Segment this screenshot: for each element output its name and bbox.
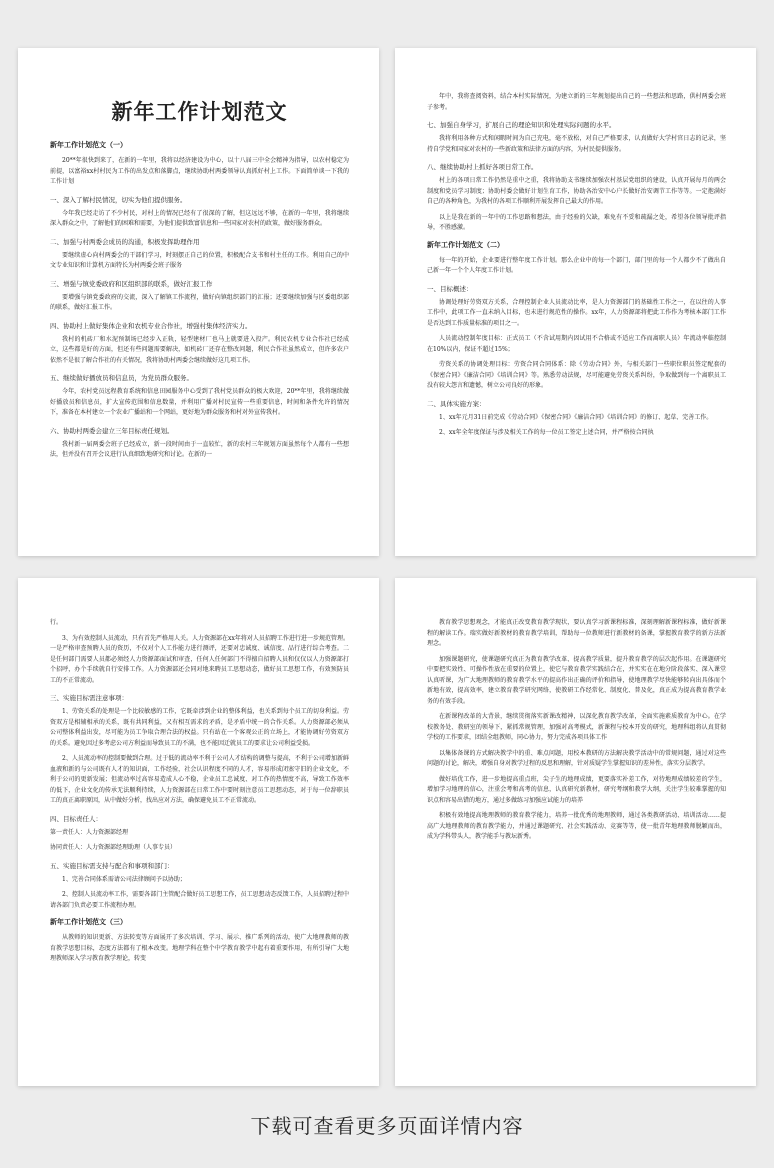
paragraph: 积极有效地提高地理教师的教育教学能力，培养一批优秀的地理教师，通过各类教研活动、培训活动……提高广大地理教师的教育教学能力，并通过课题研究、社会实践活动、竞赛等等，使一批青年地理教师脱颖而出，成为学科带头人，教学能手与教坛新秀。 <box>427 812 726 840</box>
section-heading: 三、实施目标需注意事项： <box>50 694 128 702</box>
section-heading: 三、增强与镇党委政府和区组织部的联系，做好汇报工作 <box>50 279 213 288</box>
paragraph: 今年，农村党员远程教育系统和信息田园服务中心受到了我村党员群众的极大欢迎，20**年里，我将继续做好播放员和信息员，扩大宣传范围和信息数量，并利用广播对村民宣传一些重要信息，时间和条件允许的情况下，准备在本村建立一个农业广播站和一个网站，更好地为群众服务和村对外宣传我村。 <box>50 388 349 416</box>
paragraph: 2、人员流动率的控制要做到合理。过于低的流动率不利于公司人才结构的调整与提高，不利于公司增加新鲜血液和新的与公司既有人才的知识面，工作经验，社会认识程度不同的人才，容易形成闭塞守旧的企业文化，不利于公司的更新发展；但流动率过高容易造成人心不稳，企业员工忠诚度、对工作的热情度不高，导致工作效率的低下，企业文化的传承无法顺利持续，人力资源部在日常工作中要时刻注意员工思想动态，对于每一位辞职员工的真正离职原因，从中做好分析，找出应对方法，确保避免员工不正常流动。 <box>50 755 349 804</box>
paragraph: 1、完善合同体系需请公司法律顾问予以协助； <box>62 875 186 883</box>
page-3-content <box>50 618 349 965</box>
paragraph: 以上是我在新的一年中的工作思路和想法，由于经验的欠缺，难免有不妥和疏漏之处，希望各位领导批评指导，不胜感激。 <box>427 213 726 231</box>
paragraph: 从教师的知识更新、方法转变等方面展开了多次培训、学习、展示、推广系列的活动，使广大地理教师的教育教学思想目标，态度方法都有了根本改变。地理学科在整个中学教育教学中起有着重要作用，有所引导广大地理教师深入学习教育教学理论，转变 <box>50 934 349 962</box>
section-heading: 八、继续协助村上抓好各项日常工作。 <box>427 163 538 171</box>
download-more-link[interactable]: 下载可查看更多页面详情内容 <box>250 1114 524 1138</box>
section-heading: 七、加强自身学习，扩展自己的理论知识和处理实际问题的水平。 <box>427 121 616 129</box>
document-page-2 <box>395 48 756 556</box>
paragraph: 以集体备课的方式解决教学中的重、难点问题，用校本教研的方法解决教学活动中的常规问题，通过对这些问题的讨论，解决，增强自身对教学过程的反思和理解，针对质疑学生掌握知识的差异性，落实分层教学。 <box>427 749 726 767</box>
section-heading: 二、具体实施方案： <box>427 399 486 408</box>
paragraph: 村上的各项日常工作仍然是重中之重，我将协助支书继续加强农村基层党组织的建设，认真开展每月的两会制度和党员学习制度；协助村委会做好计划生育工作，协助各治安中心户长做好治安调节工作等等。一定抱满好自己的各种角色，为我村的各项工作顺利开展发挥自己最大的作用。 <box>427 177 726 205</box>
section-subtitle: 新年工作计划范文（一） <box>50 140 127 149</box>
section-heading: 四、协助村上做好集体企业和农机专业合作社，增强村集体经济实力。 <box>50 321 252 330</box>
paragraph: 人员流动控制年度目标：正式员工（不含试用期内因试用不合格或不适应工作而离职人员）年流动率临控制在10%以内，保证不超过15%； <box>427 335 726 353</box>
document-page-3 <box>18 578 379 1086</box>
page-1-content <box>50 156 349 461</box>
section-heading: 一、深入了解村民情况，切实为他们提供服务。 <box>50 195 187 204</box>
paragraph: 我将利用各种方式和闲暇时间为自己充电，毫不放松，对自己严格要求，认真做好大学村官日志的记录，坚持自学党和国家对农村的一些新政策和法律方面的内容，为村民提供服务。 <box>427 135 726 153</box>
section-heading: 四、目标责任人： <box>50 814 102 823</box>
paragraph: 协同责任人：人力资源部经理助理（人事专员） <box>50 844 177 851</box>
paragraph: 2、控制人员流动率工作，需要各部门主管配合做好员工思想工作，员工思想动态反馈工作，人员招聘过程中请各部门负责必要工作流程办理。 <box>50 891 349 909</box>
section-heading: 六、协助村两委会建立三年目标责任规划。 <box>50 426 174 435</box>
paragraph: 劳资关系的协调处理目标：劳资合同合同体系：除《劳动合同》外，与相关部门一些职位职员签定配套的《保密合同》《廉洁合同》《培训合同》等。熟悉劳动法规，尽可能避免劳资关系纠纷，争取做到每一个离职员工没有较大怨言和遗憾，树立公司良好的形象。 <box>427 361 726 389</box>
section-heading: 五、继续做好播放员和信息员，为党员群众服务。 <box>50 374 193 382</box>
paragraph: 要增强与镇党委政府的交流，深入了解镇工作流程，做好向镇组织部门的汇报；还要继续加强与区委组织部的联系，做好汇报工作。 <box>50 293 349 311</box>
section-subtitle: 新年工作计划范文（三） <box>50 917 127 926</box>
paragraph: 在新课程改革的大背景，继续贯彻落实新课改精神，以深化教育教学改革，全面实施素质教育为中心。在学校教务处、教研室的领导下，紧抓常规管理，加强对高考模式，新课程与校本开发的研究，地理科组将认真贯彻学校的工作要求，团结全组教师，同心协力，努力完成各项具体工作 <box>427 713 726 741</box>
paragraph: 3、为有效控制人员流动，只有首先严格用人关。人力资源部在xx年将对人员招聘工作进行进一步规范管理。一是严格审查预聘人员的资历，不仅对个人工作能力进行测评，还要对忠诚度、诚信度、品行进行综合考查。二是任何部门需要人员都必须经人力资源部面试和审查，任何人任何部门不得擅自招聘人员和仅仅以人力资源部打个招呼，办个手续就自行安排工作。人力资源部还会同对地来聘员工思想动态，做好员工思想工作，有效预防员工的不正常流动。 <box>50 634 349 684</box>
paragraph: 年中，我将查阅资料，结合本村实际情况，为建立新的三年规划提出自己的一些想法和思路，供村两委会班子参考。 <box>427 93 726 111</box>
document-page-1 <box>18 48 379 556</box>
paragraph: 我村新一届两委会班子已经成立，新一段时间由于一直较忙，新的农村三年规划方面虽然每个人都有一些想法，但并没有召开会议进行认真细致地研究和讨论。在新的一 <box>50 440 349 458</box>
paragraph: 做好培优工作，进一步地提高重点班，尖子生的地理成绩，更要落实补差工作，对待地理成绩较差的学生，增加学习地理的信心，注重会考和高考的信息，认真研究新教材，研究考纲和教学大纲，关注学生较难掌握的知识点和容易出错的地方，通过多做练习加强应试能力的培养 <box>427 775 726 804</box>
section-subtitle: 新年工作计划范文（二） <box>427 239 504 249</box>
document-page-4 <box>395 578 756 1086</box>
paragraph: 第一责任人：人力资源部经理 <box>50 828 129 836</box>
paragraph: 每一年的开始，企业要进行整年度工作计划。那么企业中的每一个部门，部门里的每一个人都少不了做出自己新一年一个个人年度工作计划。 <box>427 256 726 274</box>
paragraph: 行。 <box>50 619 63 626</box>
page-4-content <box>427 618 726 843</box>
paragraph: 20**年很快到来了，在新的一年里，我将以经济建设为中心，以十八届三中全会精神为指导，以农村稳定为前提，以富裕xx村村民为工作的出发点和落脚点，继续协助村两委领导认真抓好村上工作。下面简单谈一下我的工作计划 <box>50 157 349 185</box>
paragraph: 2、xx年全年度保证与涉及相关工作的每一位员工签定上述合同，并严格按合同执 <box>439 429 654 436</box>
paragraph: 今年我已经走访了不少村民，对村上的情况已经有了很深的了解，但这远远不够，在新的一年里，我将继续深入群众之中，了解他们的困难和需要，为他们提供致富信息和一些国家对农村的政策，做好服务群众。 <box>50 209 349 227</box>
section-heading: 二、加强与村两委会成员的沟通，积极发挥助理作用 <box>50 237 200 246</box>
paragraph: 我村的机砖厂和水泥预制场已经步入正轨，轻型建材厂也马上就要进入投产。利民农机专业合作社已经成立，这些都是好的方面，但还有些问题需要解决，如机砖厂还存在整改问题，利民合作社虽然成立，但许多农户依然不是很了解合作社的有关情况，我将协助村两委会继续做好这几项工作。 <box>50 335 349 364</box>
paragraph: 协调处理好劳资双方关系，合理控制企业人员流动比率，是人力资源部门的基础性工作之一，在以往的人事工作中，此项工作一直未纳入目标，也未进行规范性的操作。xx年，人力资源部将把此工作作为考核本部门工作是否达到工作质量标准的项目之一。 <box>427 298 726 327</box>
document-title: 新年工作计划范文 <box>111 99 288 124</box>
paragraph: 要继续虚心向村两委会的干部们学习，时刻摆正自己的位置，积极配合支书和村主任的工作。利用自己的中文专业知识和计算机方面特长为村两委会班子服务 <box>50 251 349 269</box>
paragraph: 加强课题研究，使课题研究真正为教育教学改革、提高教学质量，提升教育教学的层次起作用。在课题研究中要把实效性、可操作性放在重要的位置上，使它与教育教学实践结合在，并实实在在地分阶段落实、深入课堂认真听课，为广大地理教师的教育教学水平的提高作出正确的评价和指导，使地理教学尽快能够转向出具体而个新地有效，提高效率，建立教育教学研究网络，使教研工作经常化、制度化、普及化，真正成为提高教育教学业务的有效手段。 <box>427 655 726 705</box>
page-2-content <box>427 92 726 439</box>
section-heading: 一、目标概述： <box>427 284 473 293</box>
paragraph: 1、劳资关系的处理是一个比较敏感的工作，它既牵涉到企业的整体利益，也关系到每个员工的切身利益。劳资双方是相辅相承的关系，既有共同利益，又有相互需求的矛盾，是矛盾中统一的合作关系。人力资源部必须从公司整体利益出发，尽可能为员工争取合理合法的权益。只有站在一个客观公正的立场上，才能协调好劳资双方的关系。避免因过多考虑公司方利益而导致员工的不满，也不能因迁就员工的要求让公司利益受损。 <box>50 708 349 747</box>
paragraph: 教育教学思想观念，才能真正改变教育教学现状，要认真学习新课程标准，深刻理解新课程标准，做好新课程的解读工作。瑞实做好新教材的教育教学培训，帮助每一位教师进行新教材的备课，掌握教育教学的新方法新理念。 <box>427 619 726 647</box>
section-heading: 五、实施目标需支持与配合和事项和部门： <box>50 861 174 870</box>
paragraph: 1、xx年元月31日前完成《劳动合同》《保密合同》《廉洁合同》《培训合同》的修订、起草、完善工作。 <box>439 413 713 421</box>
